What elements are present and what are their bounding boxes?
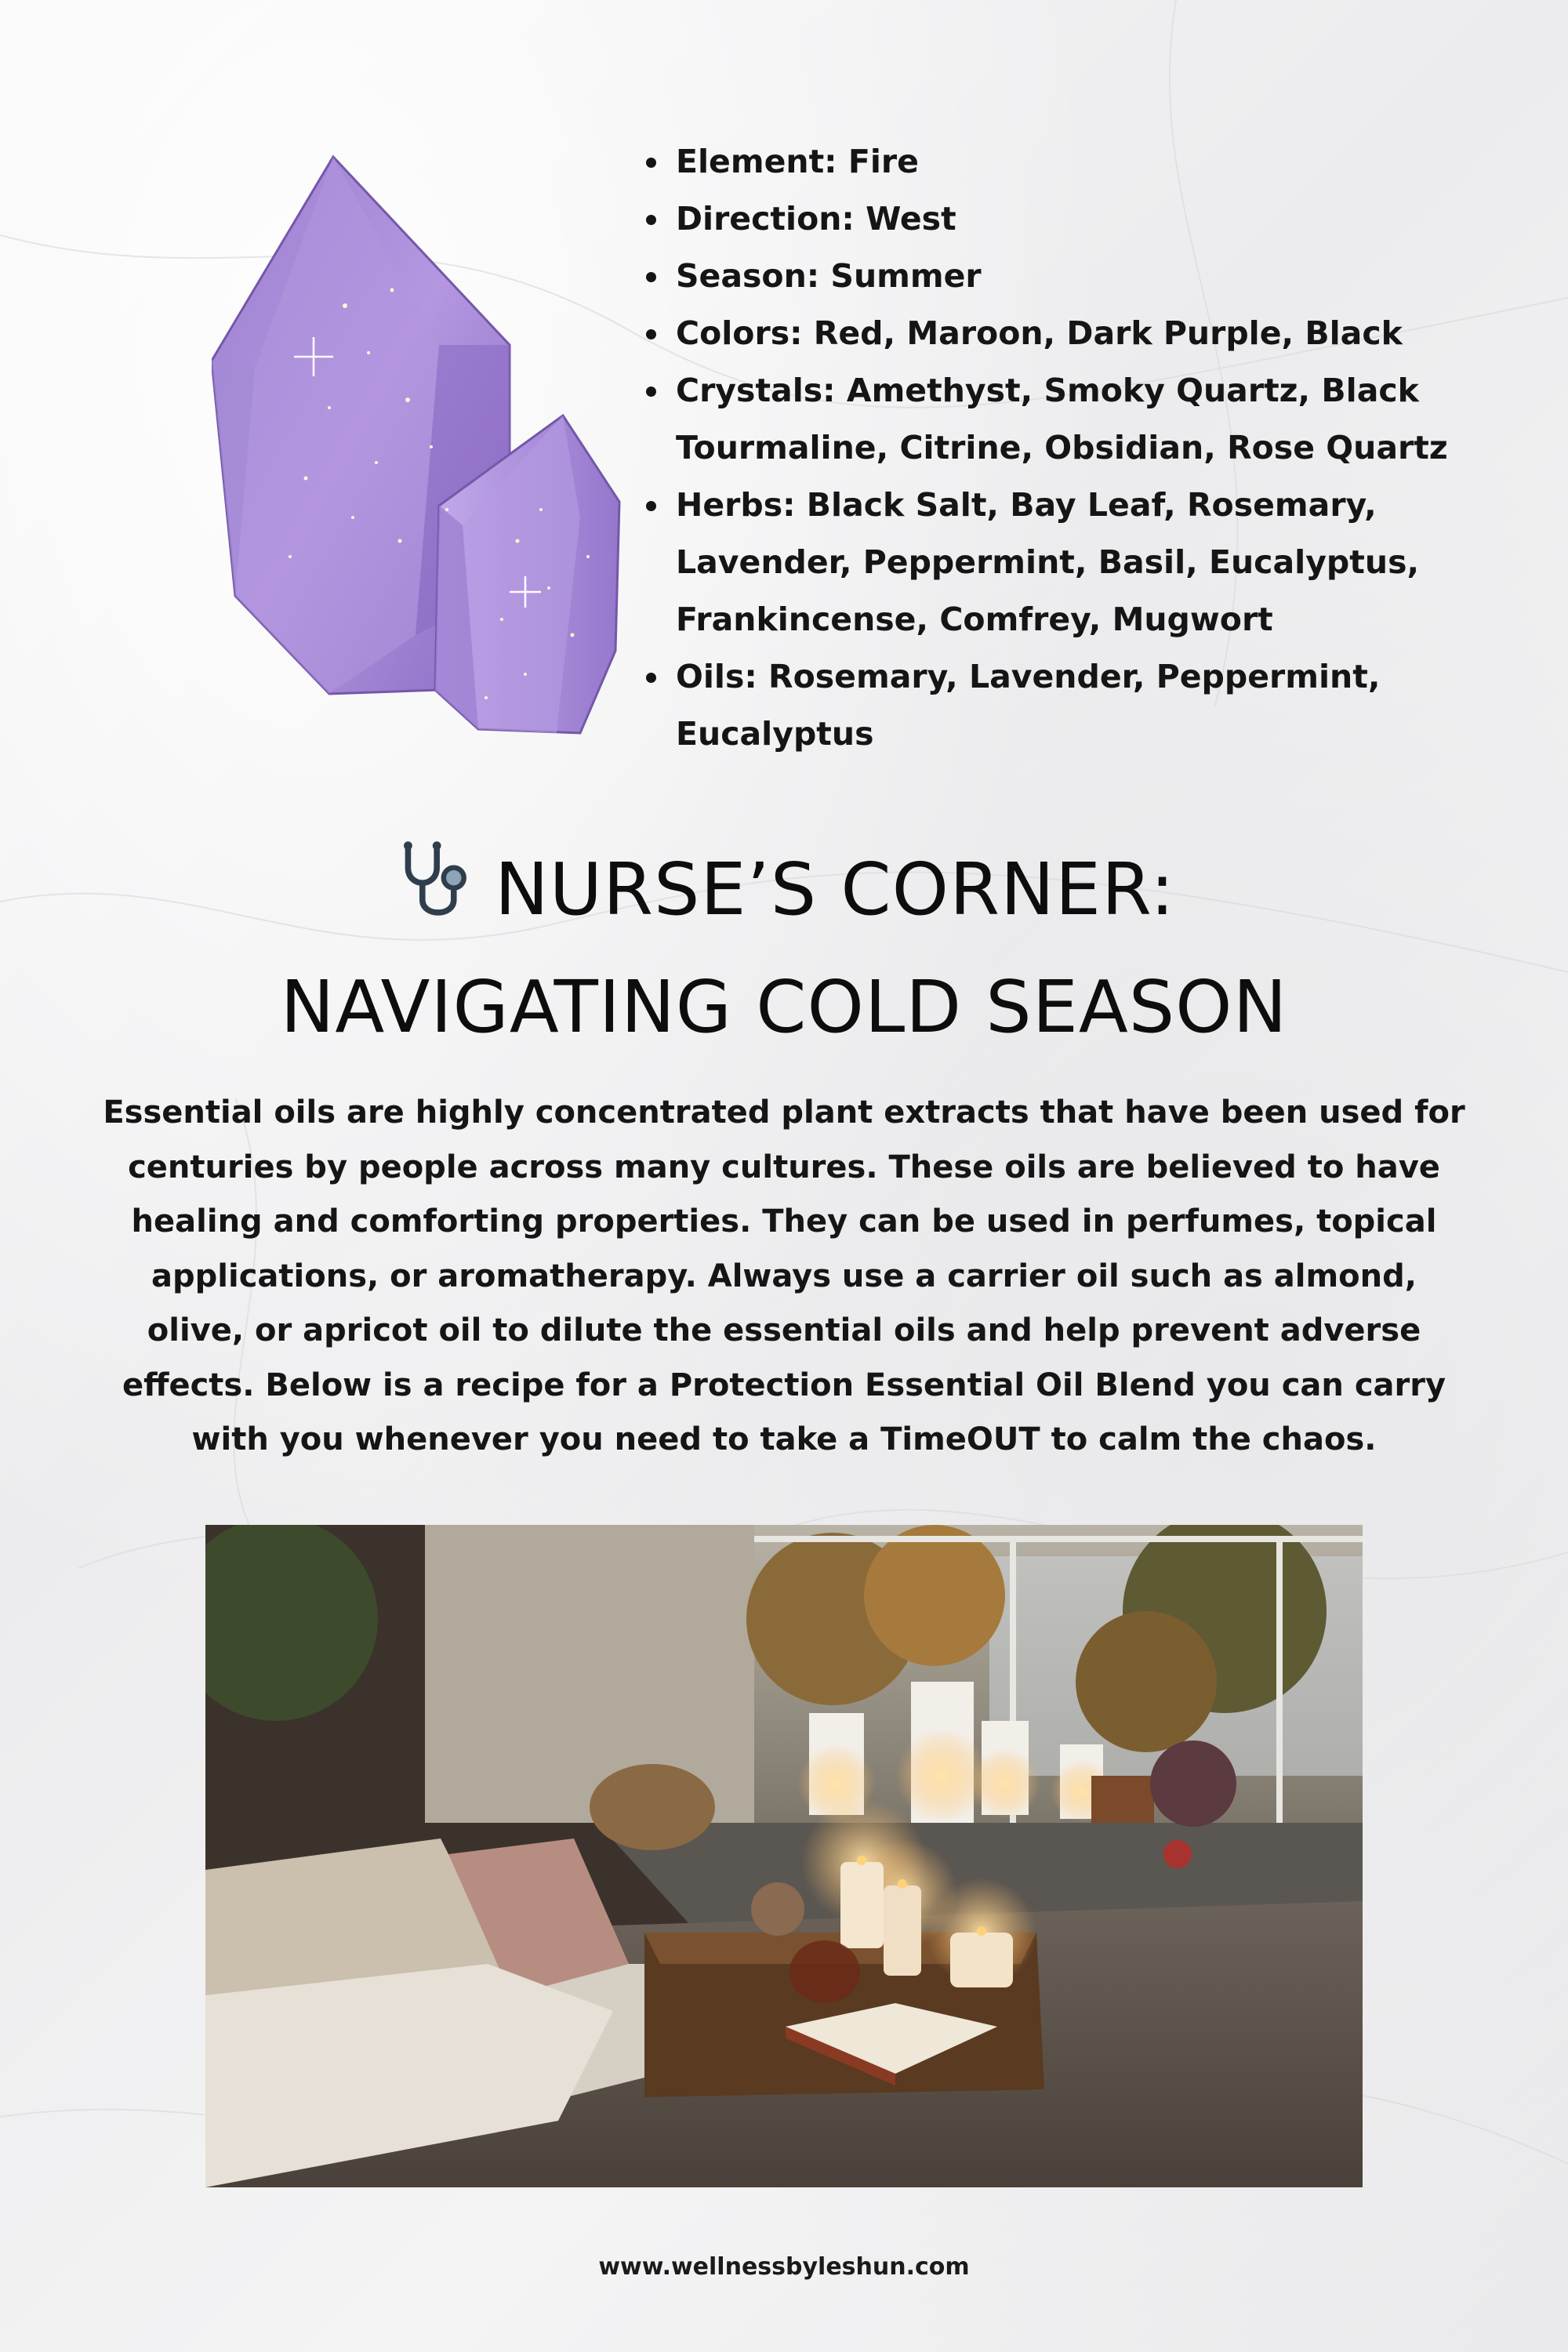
attribute-oils: Oils: Rosemary, Lavender, Peppermint, Eucalyptus	[676, 658, 1381, 753]
list-item	[643, 133, 1521, 191]
heading-text-2: NAVIGATING COLD SEASON	[280, 965, 1288, 1049]
attribute-colors: Colors: Red, Maroon, Dark Purple, Black	[676, 314, 1403, 352]
stethoscope-icon	[393, 839, 477, 924]
section-heading	[0, 831, 1568, 1066]
bullet	[646, 387, 656, 397]
list-item	[643, 191, 1521, 248]
list-item	[643, 362, 1521, 477]
photo-illustration	[205, 1525, 1363, 2187]
bullet	[646, 272, 656, 282]
correspondence-list	[643, 133, 1521, 763]
website-footer: www.wellnessbyleshun.com	[598, 2253, 970, 2281]
heading-line-1	[0, 831, 1568, 949]
bullet	[646, 158, 656, 168]
attribute-herbs: Herbs: Black Salt, Bay Leaf, Rosemary, Lavender, Peppermint, Basil, Eucalyptus, Frankincense, Comfrey, Mugwort	[676, 486, 1420, 638]
bullet	[646, 215, 656, 225]
heading-text-1: NURSE’S CORNER:	[494, 848, 1176, 931]
list-item	[643, 305, 1521, 362]
attribute-element: Element: Fire	[676, 143, 919, 180]
cozy-candle-photo	[205, 1525, 1363, 2187]
list-item	[643, 248, 1521, 305]
attribute-crystals: Crystals: Amethyst, Smoky Quartz, Black Tourmaline, Citrine, Obsidian, Rose Quartz	[676, 372, 1448, 466]
list-item	[643, 648, 1521, 763]
bullet	[646, 501, 656, 511]
attribute-direction: Direction: West	[676, 200, 956, 238]
amethyst-crystal-illustration	[212, 149, 635, 753]
list-item	[643, 477, 1521, 648]
bullet	[646, 329, 656, 339]
intro-paragraph: Essential oils are highly concentrated plant extracts that have been used for centuries by people across many cultures. These oils are believed to have healing and comforting properties. They can be used in perfumes, topical applications, or aromatherapy. Always use a carrier oil such as almond, olive, or apricot oil to dilute the essential oils and help prevent adverse effects. Below is a recipe for a Protection Essential Oil Blend you can carry with you whenever you need to take a TimeOUT to calm the chaos.	[103, 1094, 1465, 1457]
attribute-season: Season: Summer	[676, 257, 982, 295]
bullet	[646, 673, 656, 683]
